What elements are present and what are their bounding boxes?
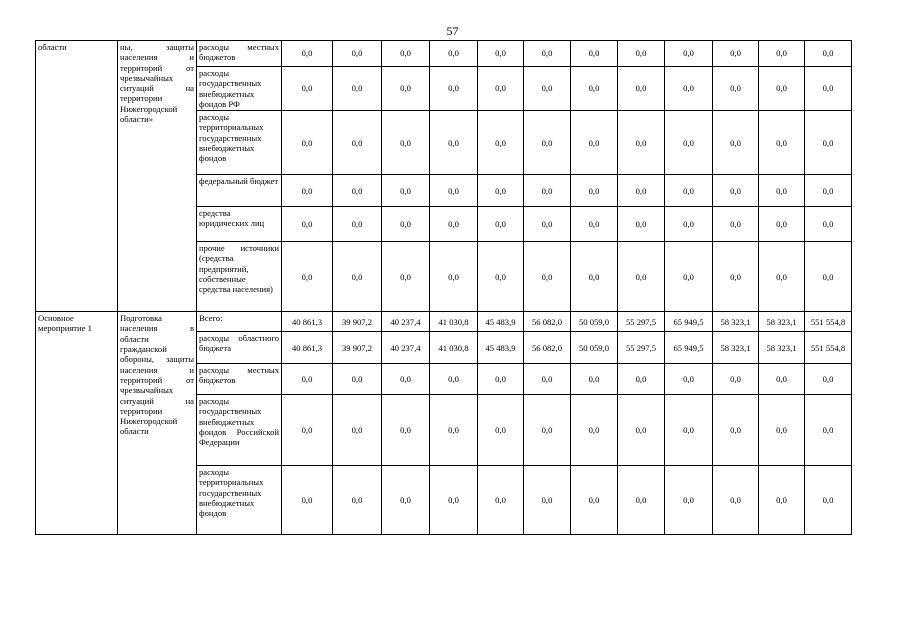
- value-cell: 0,0: [618, 111, 665, 175]
- value-cell: 65 949,5: [665, 312, 713, 332]
- value-cell: 0,0: [524, 175, 571, 207]
- value-cell: 55 297,5: [618, 312, 665, 332]
- value-cell: 58 323,1: [759, 312, 805, 332]
- value-cell: 0,0: [382, 41, 430, 67]
- value-cell: 0,0: [571, 364, 618, 395]
- value-cell: 0,0: [805, 175, 852, 207]
- value-cell: 0,0: [713, 175, 759, 207]
- value-cell: 55 297,5: [618, 332, 665, 364]
- value-cell: 0,0: [282, 67, 333, 111]
- value-cell: 40 861,3: [282, 332, 333, 364]
- value-cell: 0,0: [382, 242, 430, 312]
- value-cell: 0,0: [430, 364, 478, 395]
- value-cell: 0,0: [713, 207, 759, 242]
- value-cell: 58 323,1: [713, 332, 759, 364]
- value-cell: 0,0: [282, 41, 333, 67]
- value-cell: 0,0: [430, 111, 478, 175]
- value-cell: 0,0: [478, 364, 524, 395]
- value-cell: 0,0: [805, 207, 852, 242]
- funding-source-cell: расходы местных бюджетов: [197, 364, 282, 395]
- value-cell: 39 907,2: [333, 312, 382, 332]
- program-name-cell: области: [36, 41, 118, 312]
- value-cell: 0,0: [282, 466, 333, 535]
- value-cell: 0,0: [665, 395, 713, 466]
- value-cell: 0,0: [333, 175, 382, 207]
- value-cell: 58 323,1: [759, 332, 805, 364]
- value-cell: 50 059,0: [571, 332, 618, 364]
- value-cell: 0,0: [430, 207, 478, 242]
- activity-description-cell: Подготовка населения в области гражданской обороны, защиты населения и территорий от чрезвычайных ситуаций на территории Нижегородской области: [118, 312, 197, 535]
- value-cell: 56 082,0: [524, 312, 571, 332]
- funding-source-cell: расходы местных бюджетов: [197, 41, 282, 67]
- value-cell: 0,0: [282, 395, 333, 466]
- value-cell: 0,0: [713, 395, 759, 466]
- value-cell: 0,0: [524, 395, 571, 466]
- value-cell: 0,0: [571, 41, 618, 67]
- value-cell: 0,0: [713, 111, 759, 175]
- value-cell: 0,0: [665, 67, 713, 111]
- value-cell: 0,0: [478, 67, 524, 111]
- value-cell: 0,0: [333, 67, 382, 111]
- value-cell: 0,0: [571, 395, 618, 466]
- value-cell: 0,0: [333, 395, 382, 466]
- value-cell: 39 907,2: [333, 332, 382, 364]
- value-cell: 0,0: [430, 175, 478, 207]
- value-cell: 56 082,0: [524, 332, 571, 364]
- value-cell: 0,0: [333, 207, 382, 242]
- value-cell: 40 237,4: [382, 332, 430, 364]
- value-cell: 0,0: [478, 242, 524, 312]
- value-cell: 0,0: [618, 395, 665, 466]
- value-cell: 58 323,1: [713, 312, 759, 332]
- value-cell: 50 059,0: [571, 312, 618, 332]
- value-cell: 0,0: [430, 41, 478, 67]
- value-cell: 0,0: [665, 175, 713, 207]
- value-cell: 0,0: [805, 364, 852, 395]
- funding-source-cell: расходы территориальных государственных внебюджетных фондов: [197, 466, 282, 535]
- value-cell: 0,0: [713, 364, 759, 395]
- value-cell: 0,0: [524, 242, 571, 312]
- value-cell: 0,0: [805, 111, 852, 175]
- value-cell: 0,0: [571, 175, 618, 207]
- value-cell: 0,0: [618, 67, 665, 111]
- value-cell: 0,0: [382, 175, 430, 207]
- value-cell: 45 483,9: [478, 332, 524, 364]
- value-cell: 0,0: [430, 67, 478, 111]
- value-cell: 0,0: [759, 466, 805, 535]
- value-cell: 0,0: [571, 242, 618, 312]
- value-cell: 65 949,5: [665, 332, 713, 364]
- value-cell: 40 237,4: [382, 312, 430, 332]
- funding-source-cell: средства юридических лиц: [197, 207, 282, 242]
- value-cell: 0,0: [478, 466, 524, 535]
- value-cell: 551 554,8: [805, 312, 852, 332]
- funding-source-cell: федеральный бюджет: [197, 175, 282, 207]
- value-cell: 0,0: [333, 242, 382, 312]
- value-cell: 0,0: [571, 207, 618, 242]
- value-cell: 41 030,8: [430, 332, 478, 364]
- value-cell: 0,0: [430, 242, 478, 312]
- value-cell: 0,0: [478, 111, 524, 175]
- page-number: 57: [446, 24, 459, 38]
- value-cell: 0,0: [805, 466, 852, 535]
- value-cell: 0,0: [759, 111, 805, 175]
- value-cell: 0,0: [382, 207, 430, 242]
- value-cell: 0,0: [805, 242, 852, 312]
- funding-source-cell: расходы областного бюджета: [197, 332, 282, 364]
- value-cell: 0,0: [759, 41, 805, 67]
- value-cell: 0,0: [282, 242, 333, 312]
- table-row: [36, 41, 852, 67]
- program-name-cell: Основное мероприятие 1: [36, 312, 118, 535]
- value-cell: 0,0: [571, 67, 618, 111]
- value-cell: 0,0: [713, 67, 759, 111]
- value-cell: 0,0: [478, 207, 524, 242]
- value-cell: 0,0: [382, 364, 430, 395]
- value-cell: 551 554,8: [805, 332, 852, 364]
- value-cell: 0,0: [713, 242, 759, 312]
- value-cell: 45 483,9: [478, 312, 524, 332]
- value-cell: 0,0: [618, 466, 665, 535]
- value-cell: 0,0: [665, 242, 713, 312]
- value-cell: 0,0: [333, 41, 382, 67]
- funding-source-cell: расходы территориальных государственных внебюджетных фондов: [197, 111, 282, 175]
- value-cell: 0,0: [713, 41, 759, 67]
- value-cell: 0,0: [571, 111, 618, 175]
- value-cell: 0,0: [665, 41, 713, 67]
- value-cell: 0,0: [382, 395, 430, 466]
- value-cell: 0,0: [478, 41, 524, 67]
- value-cell: 0,0: [282, 364, 333, 395]
- value-cell: 0,0: [618, 207, 665, 242]
- value-cell: 0,0: [478, 395, 524, 466]
- value-cell: 0,0: [478, 175, 524, 207]
- value-cell: 0,0: [333, 364, 382, 395]
- value-cell: 0,0: [759, 207, 805, 242]
- value-cell: 0,0: [282, 207, 333, 242]
- value-cell: 0,0: [665, 111, 713, 175]
- value-cell: 0,0: [430, 466, 478, 535]
- value-cell: 41 030,8: [430, 312, 478, 332]
- value-cell: 0,0: [524, 67, 571, 111]
- funding-source-cell: расходы государственных внебюджетных фондов РФ: [197, 67, 282, 111]
- value-cell: 0,0: [713, 466, 759, 535]
- table-row: [36, 312, 852, 332]
- value-cell: 0,0: [805, 41, 852, 67]
- value-cell: 0,0: [759, 364, 805, 395]
- value-cell: 0,0: [759, 67, 805, 111]
- activity-description-cell: ны, защиты населения и территорий от чрезвычайных ситуаций на территории Нижегородской области»: [118, 41, 197, 312]
- funding-source-cell: прочие источники (средства предприятий, собственные средства населения): [197, 242, 282, 312]
- value-cell: 0,0: [759, 175, 805, 207]
- value-cell: 0,0: [382, 111, 430, 175]
- value-cell: 0,0: [524, 111, 571, 175]
- value-cell: 0,0: [382, 67, 430, 111]
- value-cell: 0,0: [524, 466, 571, 535]
- value-cell: 0,0: [282, 111, 333, 175]
- value-cell: 0,0: [759, 395, 805, 466]
- value-cell: 0,0: [759, 242, 805, 312]
- value-cell: 0,0: [618, 175, 665, 207]
- value-cell: 0,0: [282, 175, 333, 207]
- value-cell: 0,0: [618, 242, 665, 312]
- funding-source-cell: Всего:: [197, 312, 282, 332]
- value-cell: 0,0: [665, 207, 713, 242]
- value-cell: 40 861,3: [282, 312, 333, 332]
- value-cell: 0,0: [805, 67, 852, 111]
- value-cell: 0,0: [665, 466, 713, 535]
- value-cell: 0,0: [524, 207, 571, 242]
- budget-table: [35, 40, 852, 535]
- value-cell: 0,0: [618, 41, 665, 67]
- value-cell: 0,0: [524, 364, 571, 395]
- value-cell: 0,0: [382, 466, 430, 535]
- value-cell: 0,0: [571, 466, 618, 535]
- value-cell: 0,0: [430, 395, 478, 466]
- value-cell: 0,0: [618, 364, 665, 395]
- value-cell: 0,0: [333, 111, 382, 175]
- value-cell: 0,0: [665, 364, 713, 395]
- value-cell: 0,0: [333, 466, 382, 535]
- value-cell: 0,0: [524, 41, 571, 67]
- value-cell: 0,0: [805, 395, 852, 466]
- funding-source-cell: расходы государственных внебюджетных фондов Российской Федерации: [197, 395, 282, 466]
